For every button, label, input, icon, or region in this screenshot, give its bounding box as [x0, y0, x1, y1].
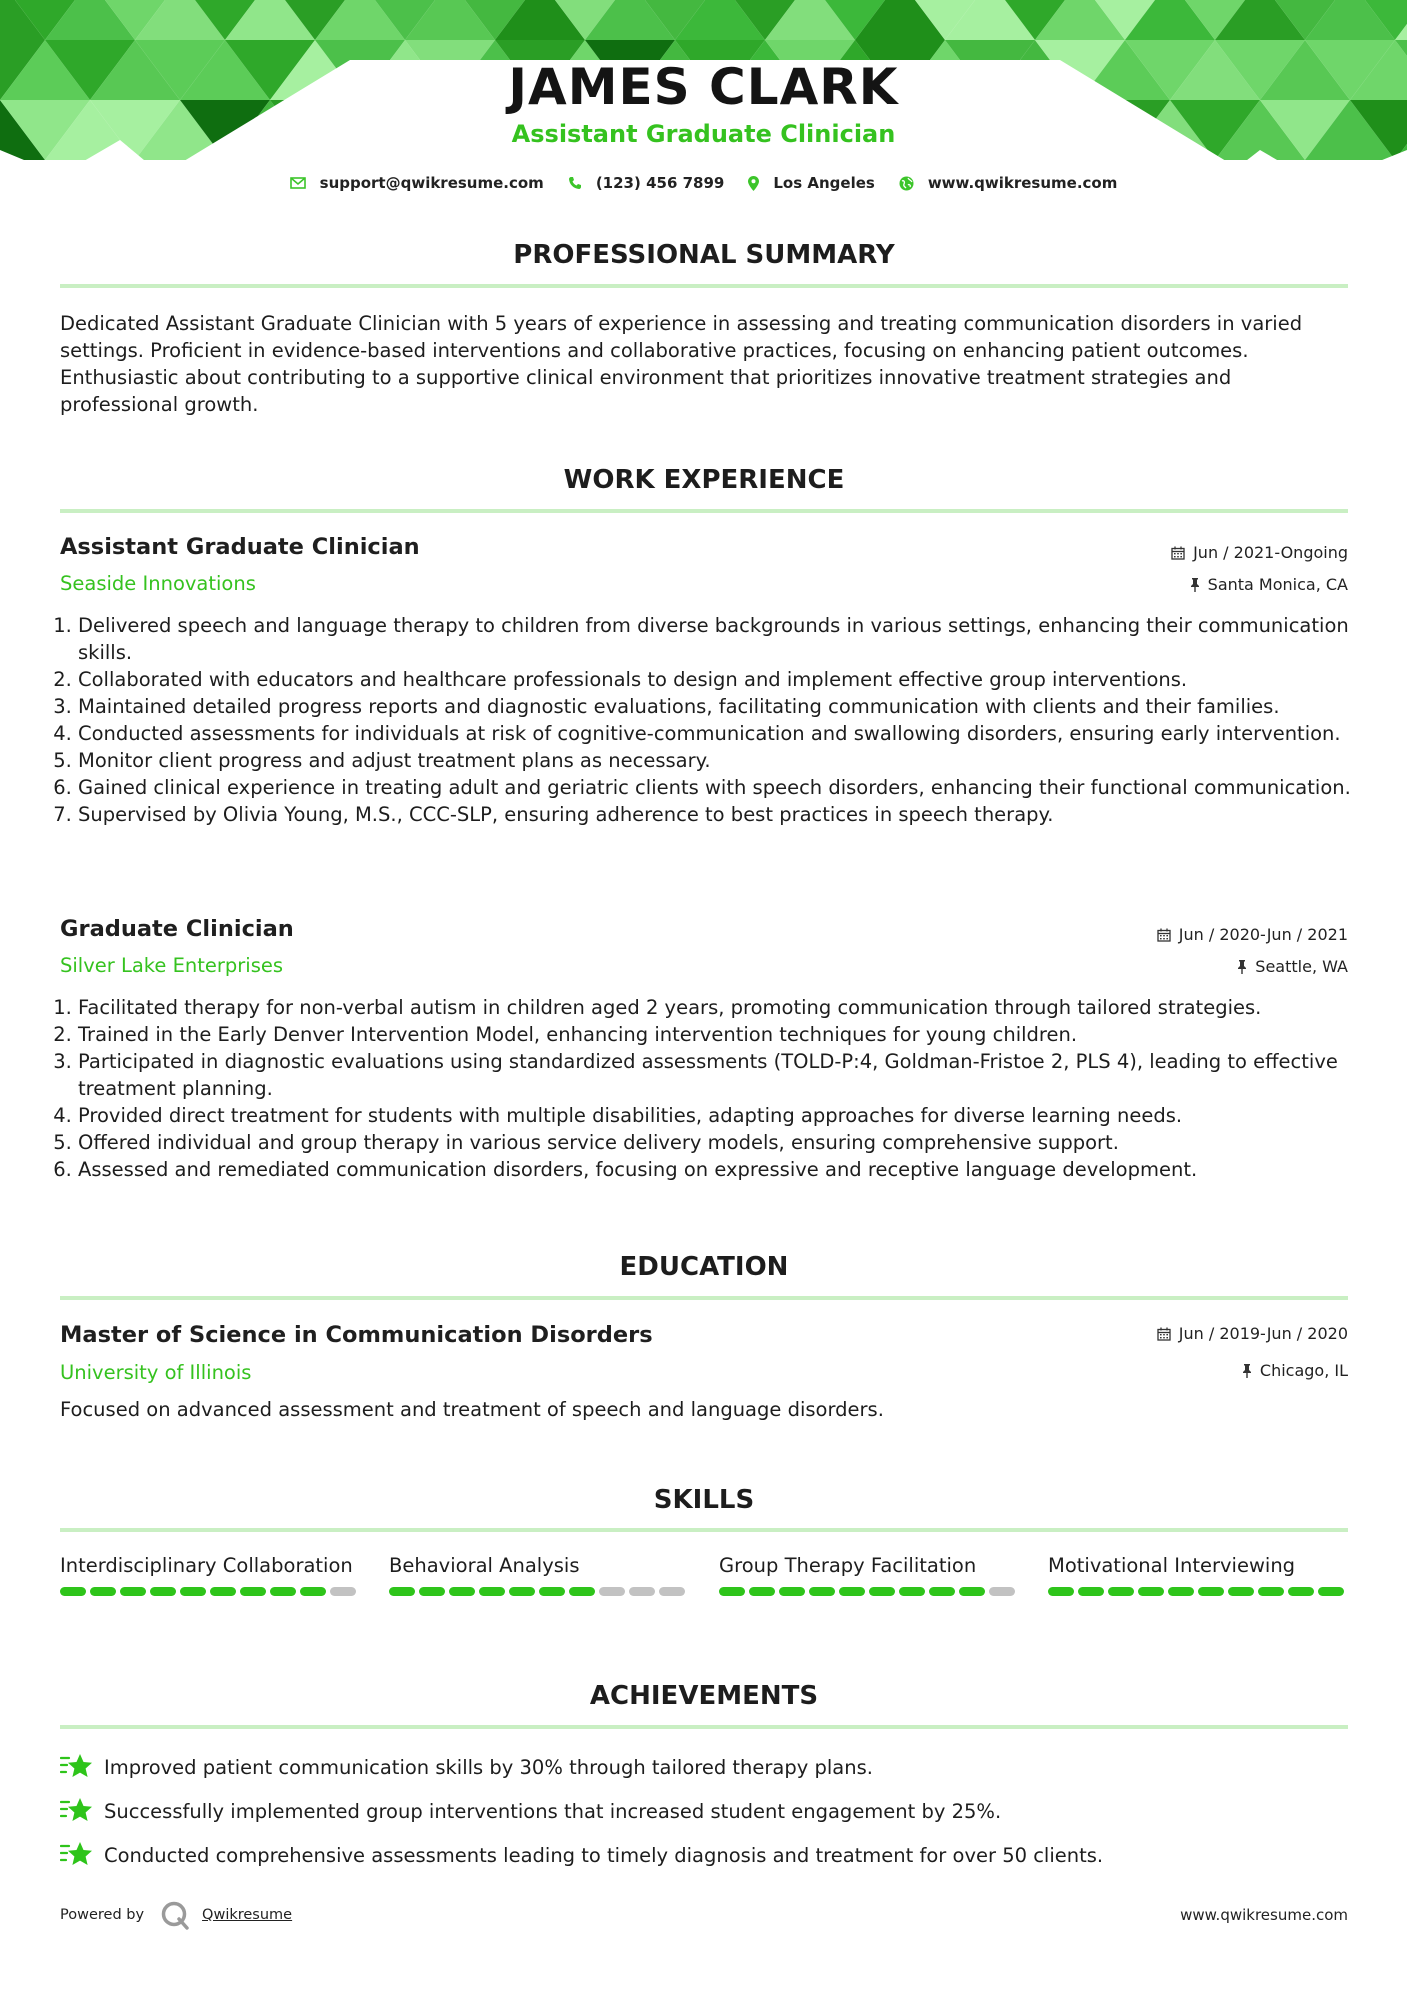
calendar-icon [1157, 928, 1171, 942]
list-item: 3. Maintained detailed progress reports and diagnostic evaluations, facilitating communication with clients and their families. [78, 693, 1378, 720]
star-icon [60, 1752, 94, 1782]
star-icon [60, 1796, 94, 1826]
calendar-icon [1157, 1327, 1171, 1341]
skill-level-dot [1228, 1587, 1254, 1596]
job-title: Assistant Graduate Clinician [60, 534, 420, 560]
list-item: 1. Facilitated therapy for non-verbal autism in children aged 2 years, promoting communication through tailored strategies. [78, 994, 1378, 1021]
pushpin-icon [1190, 578, 1200, 592]
job-bullets [60, 612, 1378, 828]
calendar-icon [1171, 546, 1185, 560]
footer-website[interactable]: www.qwikresume.com [1180, 1906, 1348, 1924]
contact-bar [0, 174, 1407, 192]
skill-level-dot [150, 1587, 176, 1596]
pushpin-icon [1237, 960, 1247, 974]
list-item: 4. Conducted assessments for individuals at risk of cognitive-communication and swallowing disorders, ensuring early intervention. [78, 720, 1378, 747]
skill-level-bar [719, 1587, 1019, 1596]
skill-level-dot [1168, 1587, 1194, 1596]
skill-level-dot [210, 1587, 236, 1596]
list-item: 2. Trained in the Early Denver Intervention Model, enhancing intervention techniques for young children. [78, 1021, 1378, 1048]
list-item: 3. Participated in diagnostic evaluations using standardized assessments (TOLD-P:4, Goldman-Fristoe 2, PLS 4), leading to effective treatment planning. [78, 1048, 1378, 1102]
list-item: 6. Assessed and remediated communication disorders, focusing on expressive and receptive language development. [78, 1156, 1378, 1183]
skill-level-dot [1288, 1587, 1314, 1596]
star-icon [60, 1840, 94, 1870]
skill-level-dot [300, 1587, 326, 1596]
skill-level-dot [1198, 1587, 1224, 1596]
skill-level-dot [389, 1587, 415, 1596]
skill-level-dot [449, 1587, 475, 1596]
skill-level-dot [1318, 1587, 1344, 1596]
list-item: 7. Supervised by Olivia Young, M.S., CCC-SLP, ensuring adherence to best practices in speech therapy. [78, 801, 1378, 828]
skill-level-dot [779, 1587, 805, 1596]
list-item: 5. Offered individual and group therapy in various service delivery models, ensuring comprehensive support. [78, 1129, 1378, 1156]
candidate-name: JAMES CLARK [508, 58, 899, 116]
skill-level-bar [60, 1587, 360, 1596]
school-name: University of Illinois [60, 1361, 252, 1384]
skill-level-dot [539, 1587, 565, 1596]
contact-location: Los Angeles [748, 174, 874, 192]
divider [60, 1528, 1348, 1532]
skill-level-dot [629, 1587, 655, 1596]
skills-heading: SKILLS [653, 1485, 755, 1515]
contact-email[interactable]: support@qwikresume.com [290, 174, 544, 192]
skill-level-dot [1108, 1587, 1134, 1596]
achievement-item: Successfully implemented group interventions that increased student engagement by 25%. [60, 1796, 1001, 1826]
skill-level-dot [959, 1587, 985, 1596]
globe-icon [899, 176, 914, 191]
divider [60, 284, 1348, 288]
footer-branding: Powered by Qwikresume [60, 1900, 292, 1930]
envelope-icon [290, 177, 306, 189]
job-location: Santa Monica, CA [1190, 575, 1348, 594]
job-location: Seattle, WA [1237, 957, 1348, 976]
skill-level-dot [749, 1587, 775, 1596]
skill-level-dot [569, 1587, 595, 1596]
skill-level-dot [1078, 1587, 1104, 1596]
education-heading: EDUCATION [619, 1252, 789, 1282]
qwikresume-link[interactable]: Qwikresume [202, 1907, 293, 1923]
contact-phone[interactable]: (123) 456 7899 [568, 174, 725, 192]
skill-level-dot [120, 1587, 146, 1596]
skill-level-dot [240, 1587, 266, 1596]
skill-level-dot [929, 1587, 955, 1596]
skill-level-dot [270, 1587, 296, 1596]
job-dates: Jun / 2021-Ongoing [1171, 543, 1348, 562]
skill-level-dot [180, 1587, 206, 1596]
skill-level-dot [509, 1587, 535, 1596]
skill-name: Motivational Interviewing [1048, 1554, 1296, 1577]
skill-level-dot [599, 1587, 625, 1596]
skill-item [1048, 1552, 1348, 1596]
divider [60, 1296, 1348, 1300]
skill-level-dot [989, 1587, 1015, 1596]
list-item: 5. Monitor client progress and adjust treatment plans as necessary. [78, 747, 1378, 774]
skill-level-dot [899, 1587, 925, 1596]
skill-level-dot [1138, 1587, 1164, 1596]
skill-level-dot [479, 1587, 505, 1596]
job-dates: Jun / 2020-Jun / 2021 [1157, 925, 1348, 944]
skill-level-dot [330, 1587, 356, 1596]
list-item: 4. Provided direct treatment for students with multiple disabilities, adapting approaches for diverse learning needs. [78, 1102, 1378, 1129]
skill-level-bar [1048, 1587, 1348, 1596]
skill-level-dot [419, 1587, 445, 1596]
skill-level-dot [659, 1587, 685, 1596]
skill-level-dot [1258, 1587, 1284, 1596]
job-company: Seaside Innovations [60, 572, 256, 595]
skill-item [389, 1552, 689, 1596]
divider [60, 1725, 1348, 1729]
education-dates: Jun / 2019-Jun / 2020 [1157, 1324, 1348, 1343]
skill-item [60, 1552, 360, 1596]
degree-title: Master of Science in Communication Disorders [60, 1322, 653, 1348]
skill-name: Behavioral Analysis [389, 1554, 580, 1577]
education-location: Chicago, IL [1242, 1361, 1348, 1380]
skill-level-dot [1048, 1587, 1074, 1596]
qwikresume-logo-icon [160, 1900, 190, 1930]
skill-level-dot [869, 1587, 895, 1596]
achievement-item: Improved patient communication skills by 30% through tailored therapy plans. [60, 1752, 873, 1782]
pushpin-icon [1242, 1364, 1252, 1378]
skill-level-bar [389, 1587, 689, 1596]
skill-level-dot [719, 1587, 745, 1596]
skill-level-dot [90, 1587, 116, 1596]
skill-name: Interdisciplinary Collaboration [60, 1554, 353, 1577]
skill-item [719, 1552, 1019, 1596]
job-title: Graduate Clinician [60, 916, 294, 942]
skill-level-dot [60, 1587, 86, 1596]
list-item: 6. Gained clinical experience in treating adult and geriatric clients with speech disorders, enhancing their functional communication. [78, 774, 1378, 801]
job-bullets [60, 994, 1378, 1183]
experience-heading: WORK EXPERIENCE [563, 465, 845, 495]
skill-level-dot [839, 1587, 865, 1596]
summary-text: Dedicated Assistant Graduate Clinician with 5 years of experience in assessing and treating communication disorders in varied settings. Proficient in evidence-based interventions and collaborative practices, focusing on enhancing patient outcomes. Enthusiastic about contributing to a supportive clinical environment that prioritizes innovative treatment strategies and professional growth. [60, 312, 1303, 416]
education-description: Focused on advanced assessment and treatment of speech and language disorders. [60, 1398, 884, 1421]
list-item: 2. Collaborated with educators and healthcare professionals to design and implement effective group interventions. [78, 666, 1378, 693]
map-pin-icon [748, 176, 759, 191]
skill-level-dot [809, 1587, 835, 1596]
job-company: Silver Lake Enterprises [60, 954, 284, 977]
achievements-heading: ACHIEVEMENTS [589, 1681, 819, 1711]
summary-heading: PROFESSIONAL SUMMARY [513, 240, 895, 270]
candidate-title: Assistant Graduate Clinician [511, 120, 896, 148]
achievement-item: Conducted comprehensive assessments leading to timely diagnosis and treatment for over 50 clients. [60, 1840, 1103, 1870]
divider [60, 509, 1348, 513]
skill-name: Group Therapy Facilitation [719, 1554, 977, 1577]
phone-icon [568, 176, 582, 190]
list-item: 1. Delivered speech and language therapy to children from diverse backgrounds in various settings, enhancing their communication skills. [78, 612, 1378, 666]
contact-website[interactable]: www.qwikresume.com [899, 174, 1118, 192]
